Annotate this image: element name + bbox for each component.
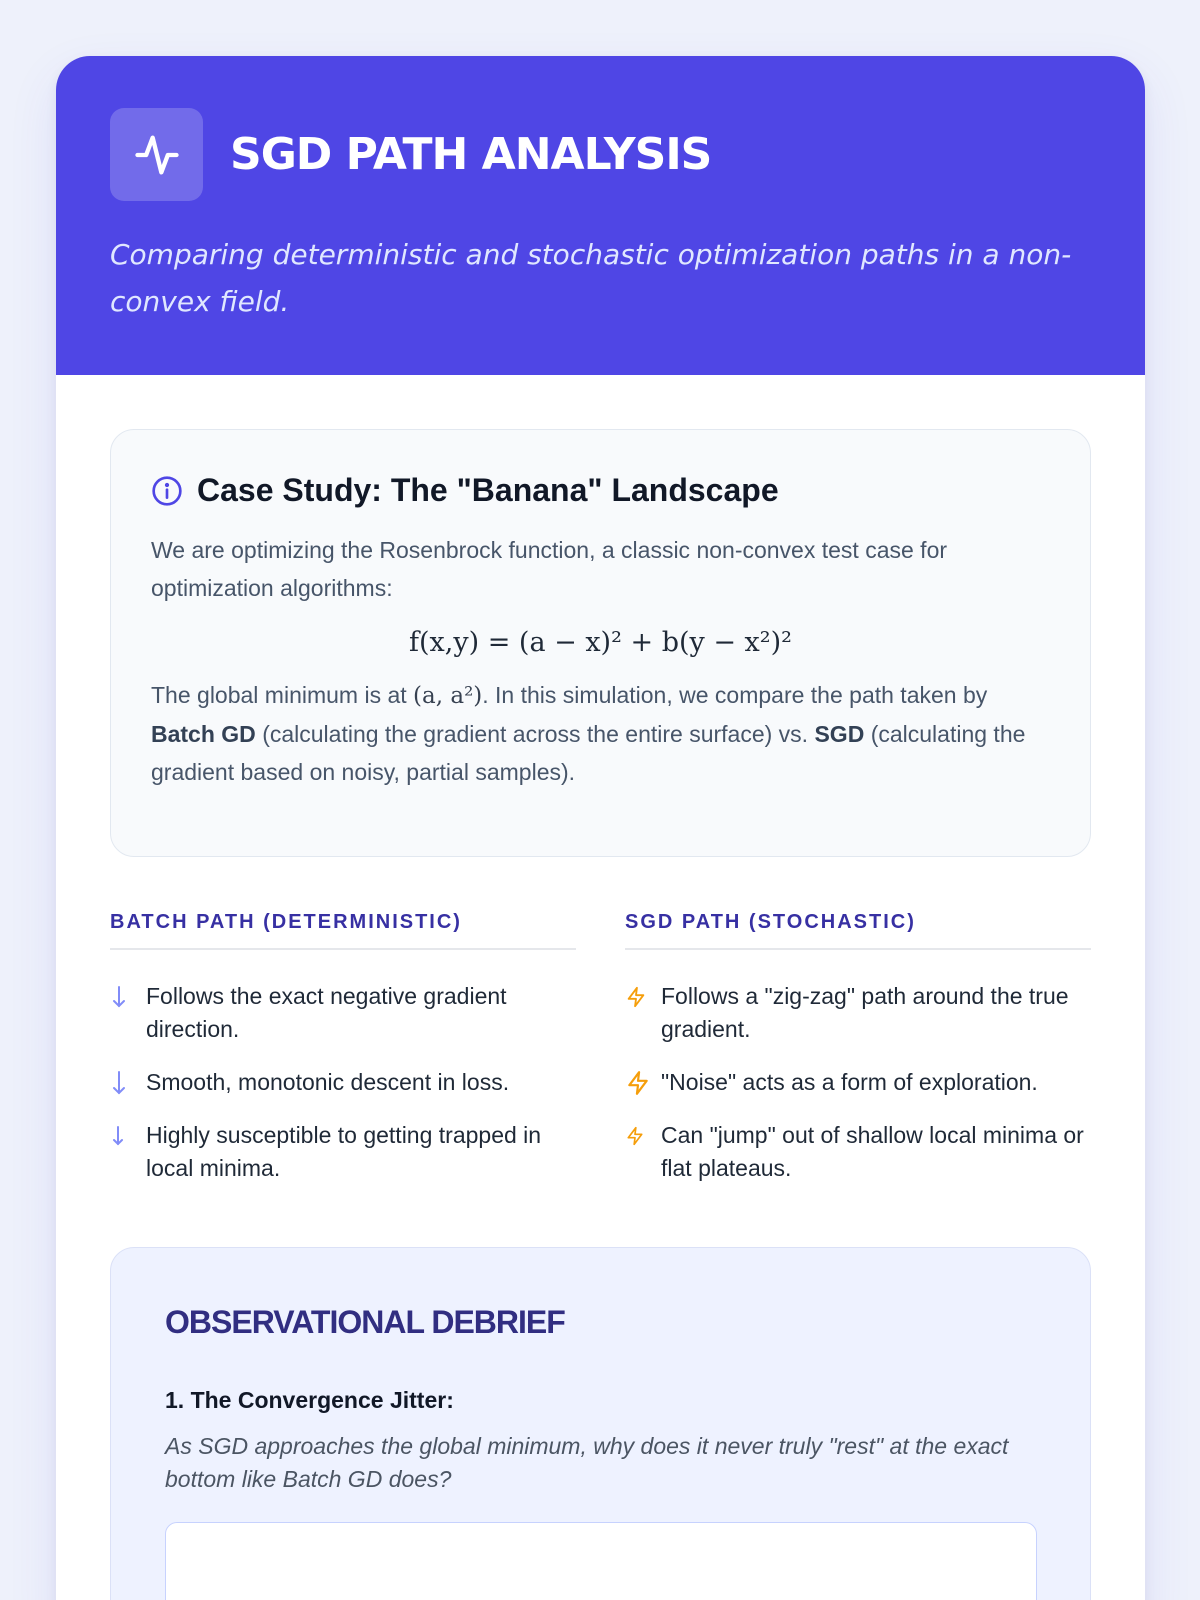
lightning-icon (625, 980, 653, 1013)
main-card (56, 56, 1145, 1600)
debrief-title: OBSERVATIONAL DEBRIEF (165, 1304, 565, 1340)
list-item-text: Follows the exact negative gradient direction. (146, 983, 507, 1042)
answer-textarea[interactable] (165, 1522, 1037, 1600)
arrow-down-icon (110, 1066, 138, 1099)
list-item-text: Highly susceptible to getting trapped in local minima. (146, 1122, 542, 1181)
case-study-intro: We are optimizing the Rosenbrock function, a classic non-convex test case for optimization algorithms: (151, 537, 948, 601)
sgd-path-list (625, 980, 1091, 1185)
list-item (110, 1066, 576, 1099)
batch-gd-label: Batch GD (151, 721, 256, 747)
rosenbrock-formula: f(x,y) = (a − x)² + b(y − x²)² (409, 627, 792, 658)
list-item (110, 1119, 576, 1185)
case-study-title: Case Study: The "Banana" Landscape (197, 472, 779, 508)
global-minimum: (a, a²) (413, 683, 483, 709)
path-comparison (110, 911, 1091, 1205)
body-prefix: The global minimum is at (151, 682, 407, 708)
arrow-down-icon (110, 980, 138, 1013)
batch-path-column (110, 911, 576, 1205)
info-icon (151, 475, 183, 507)
body-mid: . In this simulation, we compare the path taken by (482, 682, 988, 708)
list-item (110, 980, 576, 1046)
title-row (110, 108, 1091, 201)
question-prompt: As SGD approaches the global minimum, why does it never truly "rest" at the exact bottom like Batch GD does? (165, 1433, 1009, 1492)
arrow-down-icon (110, 1119, 138, 1152)
lightning-icon (625, 1119, 653, 1152)
batch-path-heading: BATCH PATH (DETERMINISTIC) (110, 911, 576, 950)
observational-debrief (110, 1247, 1091, 1600)
lightning-icon (625, 1066, 653, 1099)
page-header (56, 56, 1145, 375)
case-study-body (151, 676, 1050, 791)
body-mid2: (calculating the gradient across the entire surface) vs. (262, 721, 809, 747)
question-title: 1. The Convergence Jitter: (165, 1387, 454, 1413)
list-item (625, 1066, 1091, 1099)
sgd-path-column (625, 911, 1091, 1205)
page-title: SGD PATH ANALYSIS (230, 129, 712, 180)
list-item-text: "Noise" acts as a form of exploration. (661, 1069, 1038, 1095)
list-item-text: Smooth, monotonic descent in loss. (146, 1069, 510, 1095)
sgd-label: SGD (814, 721, 865, 747)
list-item-text: Can "jump" out of shallow local minima or flat plateaus. (661, 1122, 1084, 1181)
content (56, 375, 1145, 1600)
case-study-box (110, 429, 1091, 857)
case-study-header (151, 472, 1050, 509)
list-item (625, 1119, 1091, 1185)
debrief-question (165, 1387, 1036, 1600)
pulse-icon (110, 108, 203, 201)
list-item-text: Follows a "zig-zag" path around the true gradient. (661, 983, 1069, 1042)
sgd-path-heading: SGD PATH (STOCHASTIC) (625, 911, 1091, 950)
list-item (625, 980, 1091, 1046)
batch-path-list (110, 980, 576, 1185)
page-subtitle: Comparing deterministic and stochastic optimization paths in a non-convex field. (110, 238, 1072, 318)
body-end: (calculating the gradient based on noisy, partial samples). (151, 721, 1026, 785)
